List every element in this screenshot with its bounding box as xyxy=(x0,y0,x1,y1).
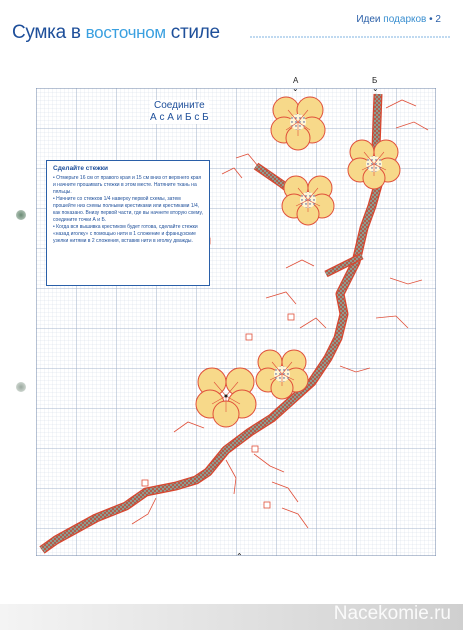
join-note-line-2: А с А и Б с Б xyxy=(150,112,209,123)
blossom-1 xyxy=(271,97,325,150)
title-part-1: Сумка в xyxy=(12,22,86,43)
arrow-bottom: ⌃ xyxy=(236,552,243,561)
cross-stitch-chart xyxy=(36,88,436,556)
series-suffix: подарков xyxy=(383,14,427,25)
join-note-line-1: Соедините xyxy=(154,100,205,111)
instructions-paragraph-3: • Когда вся вышивка крестиком будет готова, сделайте стежки «назад иголку» с помощью нити в 1 сложение и французские узелки нитями в 2 сложения, вставив нити в иголку дважды. xyxy=(53,224,198,244)
instructions-paragraph-1: • Отмерьте 16 см от правого края и 15 см вниз от верхнего края и начните прошивать стежки в этом месте. Натяните ткань на пяльцы. xyxy=(53,175,202,195)
binder-hole-bottom xyxy=(16,382,26,392)
page-title xyxy=(12,22,220,44)
binder-hole-top xyxy=(16,210,26,220)
instructions-heading: Сделайте стежки xyxy=(53,165,108,172)
instructions-paragraph-2: • Начните со стежков 1/4 наверху первой схемы, затем прошейте низ схемы полными крестиками или крестиками 1/4, как показано. Внизу первой части, где вы начнете вторую схему, соедините точки А и Б. xyxy=(53,196,203,223)
series-prefix: Идеи xyxy=(356,14,384,25)
chart-grid xyxy=(36,88,436,556)
title-highlight: восточном xyxy=(85,23,166,42)
title-part-2: стиле xyxy=(165,22,220,43)
watermark: Nacekomie.ru xyxy=(333,603,451,624)
title-rule xyxy=(250,36,450,38)
instructions-box xyxy=(46,160,210,286)
marker-a: А xyxy=(293,76,299,85)
page-number: • 2 xyxy=(429,14,441,25)
series-header xyxy=(356,14,441,25)
marker-b: Б xyxy=(372,76,378,85)
join-note xyxy=(150,100,209,124)
